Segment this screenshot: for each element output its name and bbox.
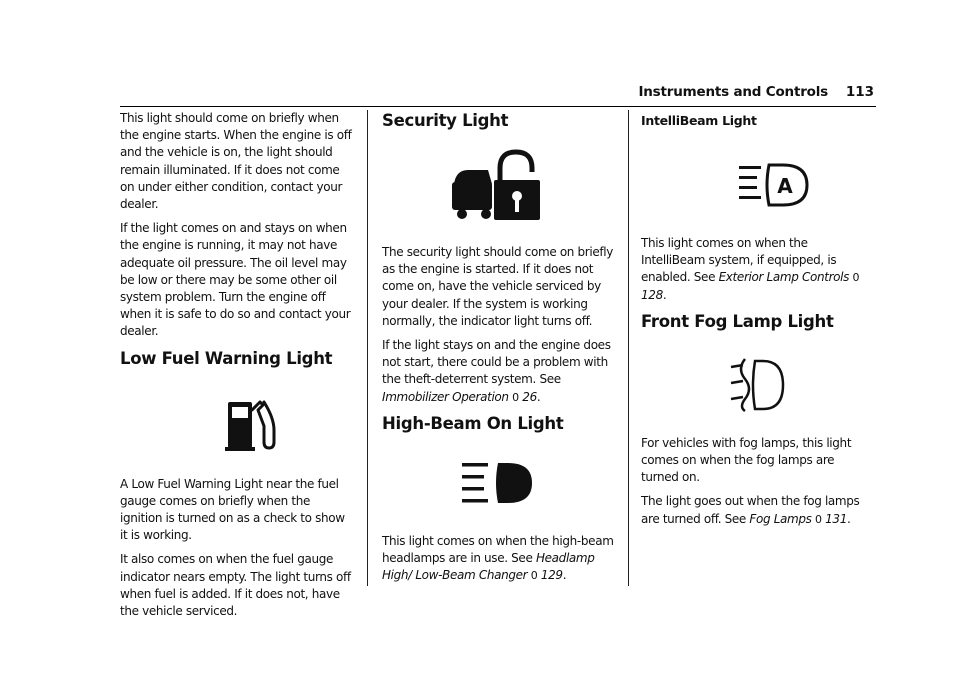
page-ref-arrow: 0	[852, 271, 860, 285]
low-fuel-paragraph-2: It also comes on when the fuel gauge indicator nears empty. The light turns off when fuel is added. If it does not, have the vehicle serviced.	[120, 552, 351, 619]
column-1	[120, 110, 352, 627]
low-fuel-icon	[220, 390, 280, 460]
security-paragraph-1: The security light should come on briefly as the engine is started. If it does not come on, have the vehicle serviced by your dealer. If the system is working normally, the indicator light turns off.	[382, 245, 614, 328]
section-title: Instruments and Controls	[638, 84, 828, 100]
fog-lamps-link[interactable]: Fog Lamps	[749, 511, 812, 526]
period: .	[662, 287, 667, 302]
intellibeam-paragraph	[641, 235, 873, 304]
fog-lamp-paragraph-2	[641, 493, 873, 527]
security-heading: Security Light	[382, 111, 509, 130]
high-beam-icon	[460, 459, 540, 509]
exterior-lamp-controls-link[interactable]: Exterior Lamp Controls	[718, 270, 850, 285]
column-2	[382, 108, 614, 591]
fog-lamp-icon	[729, 357, 789, 413]
exterior-lamp-page-ref[interactable]: 128	[641, 287, 663, 302]
period: .	[847, 511, 851, 526]
security-paragraph-2	[382, 337, 614, 406]
security-paragraph-2-text: If the light stays on and the engine does not start, there could be a problem with the theft-deterrent system. See	[382, 338, 611, 387]
column-divider-1	[367, 110, 368, 586]
fog-lamp-paragraph-1: For vehicles with fog lamps, this light comes on when the fog lamps are turned on.	[641, 435, 852, 485]
immobilizer-operation-link[interactable]: Immobilizer Operation	[382, 389, 509, 404]
high-beam-paragraph	[382, 533, 614, 585]
headlamp-changer-link[interactable]: Headlamp High/ Low-Beam Changer	[382, 551, 595, 583]
intellibeam-icon	[737, 163, 817, 209]
intellibeam-icon-letter: A	[777, 174, 793, 198]
period: .	[562, 568, 567, 583]
page-ref-arrow: 0	[815, 512, 822, 526]
column-3	[641, 112, 873, 535]
page-ref-arrow: 0	[512, 390, 519, 404]
immobilizer-page-ref[interactable]: 26	[522, 389, 537, 404]
high-beam-paragraph-text: This light comes on when the high-beam headlamps are in use. See	[382, 533, 614, 566]
period: .	[536, 389, 541, 404]
oil-pressure-paragraph-2: If the light comes on and stays on when the engine is running, it may not have adequate oil pressure. The oil level may be low or there may be some other oil system problem. Turn the engine off when it is safe to do so and contact your dealer.	[120, 221, 351, 339]
fog-lamps-page-ref[interactable]: 131	[825, 511, 847, 526]
headlamp-page-ref[interactable]: 129	[540, 568, 563, 583]
fog-lamp-paragraph-2-text: The light goes out when the fog lamps are turned off. See	[641, 494, 860, 526]
page-number: 113	[845, 84, 874, 100]
page-ref-arrow: 0	[530, 569, 538, 583]
page-header	[120, 82, 876, 107]
oil-pressure-paragraph-1: This light should come on briefly when the engine starts. When the engine is off and the vehicle is on, the light should remain illuminated. If it does not come on under either condition, contact your dealer.	[120, 111, 352, 212]
security-light-icon	[448, 146, 548, 226]
low-fuel-paragraph-1: A Low Fuel Warning Light near the fuel gauge comes on briefly when the ignition is turned on as a check to show it is working.	[120, 476, 345, 543]
column-divider-2	[628, 110, 629, 586]
low-fuel-heading: Low Fuel Warning Light	[120, 348, 333, 368]
high-beam-heading: High-Beam On Light	[382, 413, 564, 433]
intellibeam-heading: IntelliBeam Light	[641, 113, 757, 128]
intellibeam-paragraph-text: This light comes on when the IntelliBeam system, if equipped, is enabled. See	[641, 236, 837, 285]
fog-lamp-heading: Front Fog Lamp Light	[641, 311, 834, 331]
